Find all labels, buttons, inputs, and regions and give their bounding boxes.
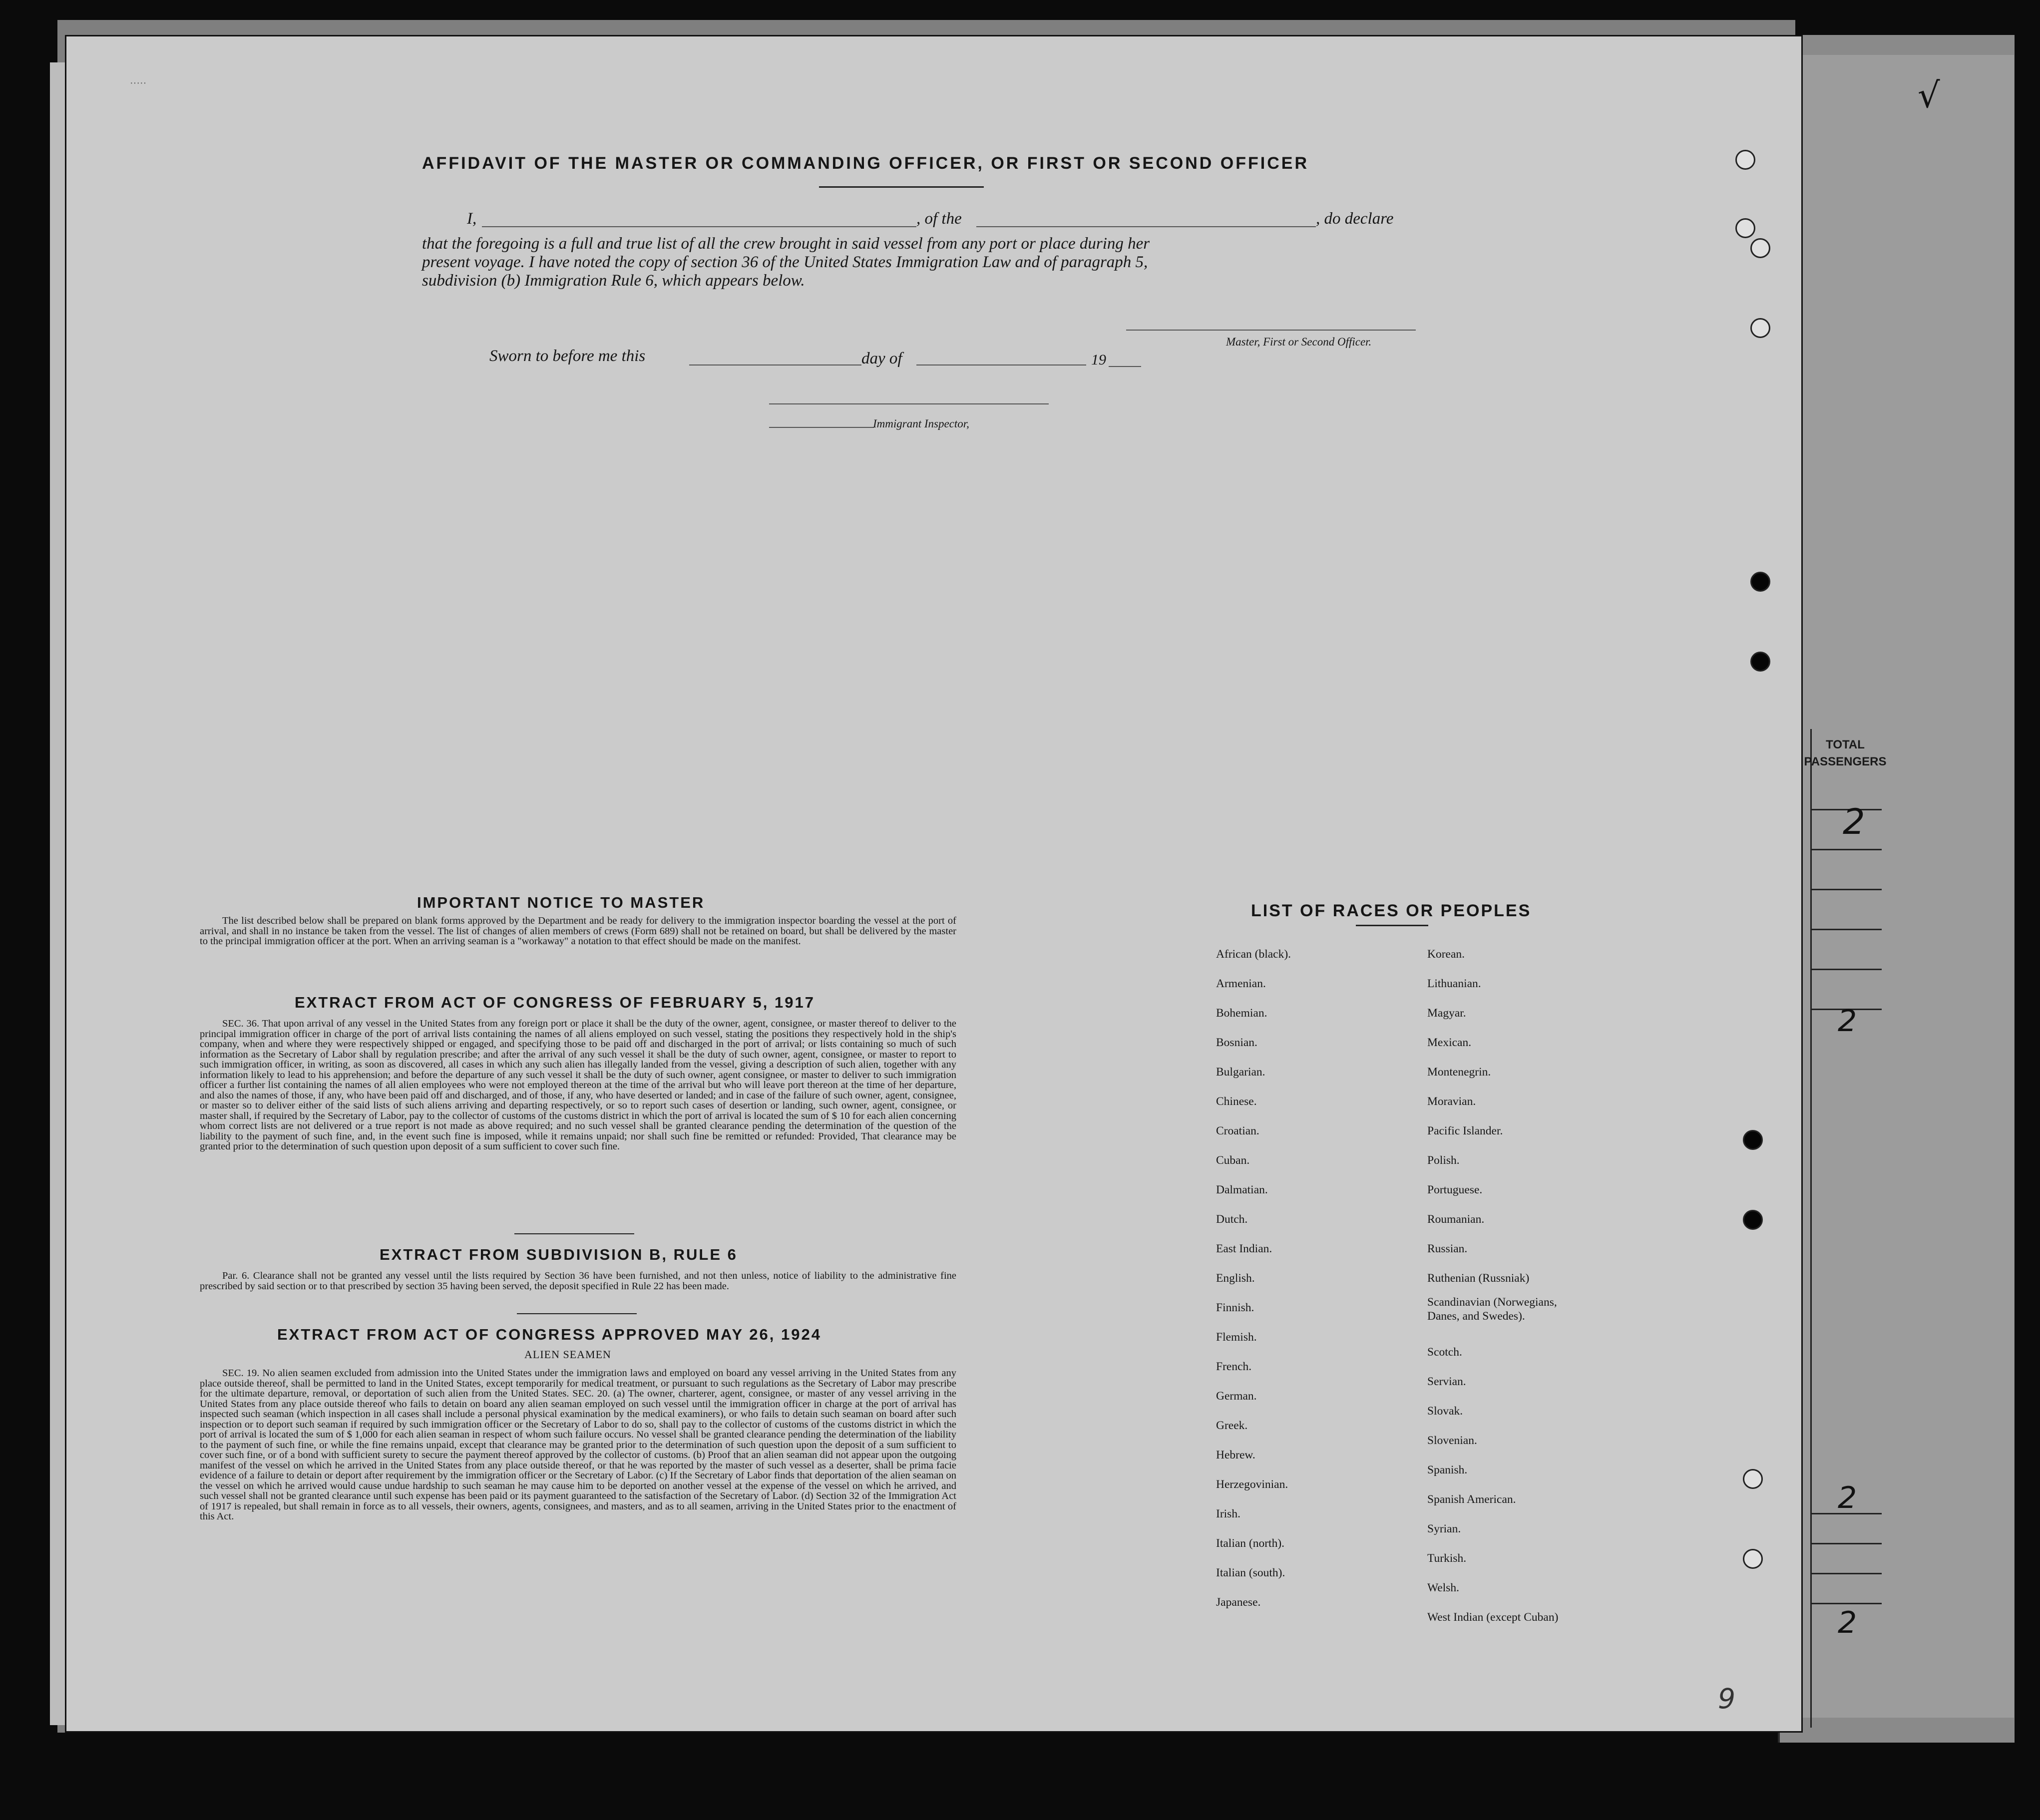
page-number-smudge: ····· [130,77,147,88]
handwritten-mark: 9 [1718,1683,1735,1715]
race-item: Lithuanian. [1427,977,1481,990]
race-item: Chinese. [1216,1095,1257,1108]
race-item: Turkish. [1427,1552,1467,1565]
divider [514,1233,634,1234]
race-item: Moravian. [1427,1095,1476,1108]
binder-hole [1743,1210,1763,1230]
notice-title: IMPORTANT NOTICE TO MASTER [417,894,705,911]
race-item: Italian (south). [1216,1566,1285,1579]
race-item: Herzegovinian. [1216,1478,1288,1491]
race-item: Slovak. [1427,1405,1463,1418]
race-item: Montenegrin. [1427,1066,1491,1079]
binder-hole [1750,238,1770,258]
race-item: French. [1216,1360,1252,1373]
tab-rule [1812,1603,1882,1604]
tab-rule [1812,1543,1882,1544]
race-item: Flemish. [1216,1331,1257,1344]
affidavit-line4: subdivision (b) Immigration Rule 6, which appears below. [422,272,805,290]
race-item: Ruthenian (Russniak) [1427,1272,1530,1285]
inspector-line-2 [769,427,874,428]
extract-rule6-title: EXTRACT FROM SUBDIVISION B, RULE 6 [380,1246,738,1263]
race-item: East Indian. [1216,1242,1272,1255]
extract-1917-title: EXTRACT FROM ACT OF CONGRESS OF FEBRUARY 5, 1917 [295,994,815,1011]
day-blank [689,364,861,365]
extract-1924-subtitle: ALIEN SEAMEN [524,1348,611,1361]
binder-hole [1735,218,1755,238]
races-column-2 [1427,940,1592,1632]
race-item: Armenian. [1216,977,1266,990]
race-item: Spanish. [1427,1463,1468,1476]
race-item: Irish. [1216,1507,1240,1520]
race-item: Mexican. [1427,1036,1472,1049]
race-item: Pacific Islander. [1427,1124,1503,1137]
race-item: Scandinavian (Norwegians, Danes, and Swedes). [1427,1296,1557,1323]
corner-check-mark: √ [1918,75,1940,116]
race-item: Dalmatian. [1216,1183,1268,1196]
races-title: LIST OF RACES OR PEOPLES [1251,901,1532,920]
race-item: English. [1216,1272,1255,1285]
year-prefix: 19 [1091,352,1106,368]
tab-entry: 2 [1843,801,1865,842]
race-item: Greek. [1216,1419,1248,1432]
extract-1924-text: SEC. 19. No alien seamen excluded from admission into the United States under the immigration laws and employed on board any vessel arriving in the United States from any place outside thereof, shall be permitted to land in the United States, except temporarily for medical treatment, or pursuant to such regulations as the Secretary of Labor may prescribe for the ultimate departure, removal, or deportation of such alien from the United States. SEC. 20. (a) The owner, charterer, agent, consignee, or master of any vessel arriving in the United States from any place outside thereof who fails to detain on board any alien seaman employed on such vessel until the immigration officer in charge at the port of arrival has inspected such seaman (which inspection in all cases shall include a personal physical examination by the medical examiners), or who fails to detain such seaman on board after such inspection or to deport such seaman if required by such immigration officer or the Secretary of Labor to do so, shall pay to the collector of customs of the customs district in which the port of arrival is located the sum of $ 1,000 for each alien seaman in respect of whom such failure occurs. No vessel shall be granted clearance pending the determination of the liability to the payment of such fine, or while the fine remains unpaid, except that clearance may be granted prior to the determination of such question upon the deposit of a sum sufficient to cover such fine, or of a bond with sufficient surety to secure the payment thereof approved by the collector of customs. (b) Proof that an alien seaman did not appear upon the outgoing manifest of the vessel on which he arrived in the United States from any place outside thereof, or that he was reported by the master of such vessel as a deserter, shall be prima facie evidence of a failure to detain or deport after requirement by the immigration officer or the Secretary of Labor. (c) If the Secretary of Labor finds that deportation of the alien seaman on the vessel on which he arrived would cause undue hardship to such seaman he may cause him to be deported on another vessel at the expense of the vessel on which he arrived, and such vessel shall not be granted clearance until such expense has been paid or its payment guaranteed to the satisfaction of the Secretary of Labor. (d) Section 32 of the Immigration Act of 1917 is repealed, but shall remain in force as to all vessels, their owners, agents, consignees, and masters, and as to all seamen, arriving in the United States prior to the enactment of this Act. [200,1368,956,1522]
race-item: Portuguese. [1427,1183,1483,1196]
race-item: Servian. [1427,1375,1466,1388]
race-item: Dutch. [1216,1213,1248,1226]
binder-hole [1743,1549,1763,1569]
tab-rule [1812,969,1882,970]
race-item: Welsh. [1427,1581,1460,1594]
race-item: West Indian (except Cuban) [1427,1611,1559,1624]
master-label: Master, First or Second Officer. [1226,336,1372,348]
race-item: Roumanian. [1427,1213,1485,1226]
divider [819,186,984,188]
race-item: Russian. [1427,1242,1468,1255]
binder-hole [1750,572,1770,592]
divider [517,1313,637,1314]
race-item: Korean. [1427,948,1465,961]
month-blank [916,364,1086,365]
binder-hole [1743,1130,1763,1150]
affidavit-title: AFFIDAVIT OF THE MASTER OR COMMANDING OFFICER, OR FIRST OR SECOND OFFICER [422,154,1309,173]
left-page-edge [50,62,65,1725]
name-blank [482,226,916,227]
race-item: Polish. [1427,1154,1460,1167]
race-item: Cuban. [1216,1154,1250,1167]
day-of-text: day of [861,350,902,367]
race-item: Croatian. [1216,1124,1259,1137]
race-item: Hebrew. [1216,1449,1255,1461]
race-item: African (black). [1216,948,1291,961]
inspector-label: Immigrant Inspector, [873,417,969,430]
total-passengers-tab [1810,729,1892,1728]
race-item: Finnish. [1216,1301,1254,1314]
master-signature-line [1126,330,1416,331]
race-item: Scotch. [1427,1346,1462,1359]
notice-text: The list described below shall be prepared on blank forms approved by the Department and be ready for delivery to the immigration inspector boarding the vessel at the port of arrival, and shall in no instance be taken from the vessel. The list of changes of alien members of crews (Form 689) shall not be retained on board, but shall be delivered by the master to the principal immigration officer at the port. When an arriving seaman is a "workaway" a notation to that effect should be made on the manifest. [200,915,956,947]
tab-entry: 2 [1838,1004,1857,1039]
race-item: Bosnian. [1216,1036,1257,1049]
extract-1917-text: SEC. 36. That upon arrival of any vessel in the United States from any foreign port or place it shall be the duty of the owner, agent, consignee, or master thereof to deliver to the principal immigration officer in charge of the port of arrival lists containing the names of all aliens employed on such vessel, stating the positions they respectively hold in the ship's company, when and where they were respectively shipped or engaged, and specifying those to be paid off and discharged in the port of arrival; or lists containing so much of such information as the Secretary of Labor shall by regulation prescribe; and after the arrival of any such vessel it shall be the duty of such owner, agent, consignee, or master to report to such immigration officer, in writing, as soon as discovered, all cases in which any such alien has illegally landed from the vessel, giving a description of such alien, together with any information likely to lead to his apprehension; and before the departure of any such vessel it shall be the duty of such owner, agent consignee, or master to deliver to such immigration officer a further list containing the names of all alien employees who were not employed thereon at the time of the arrival but who will leave port thereon at the time of her departure, and also the names of those, if any, who have been paid off and discharged, and of those, if any, who have deserted or landed; and in case of the failure of such owner, agent, consignee, or master so to deliver either of the said lists of such aliens arriving and departing respectively, or so to report such cases of desertion or landing, such owner, agent, consignee, or master shall, if required by the Secretary of Labor, pay to the collector of customs of the customs district in which the port of arrival is located the sum of $ 10 for each alien concerning whom correct lists are not delivered or a true report is not made as above required; and no such vessel shall be granted clearance pending the determination of the question of the liability to the payment of such fine, and, in the event such fine is imposed, while it remains unpaid; nor shall such fine be remitted or refunded: Provided, That clearance may be granted prior to the determination of such question upon deposit of a sum sufficient to cover such fine. [200,1018,956,1152]
binder-hole [1750,318,1770,338]
binder-hole [1735,150,1755,170]
affidavit-declare: , do declare [1316,210,1394,228]
race-item: Bohemian. [1216,1007,1267,1020]
race-item: Syrian. [1427,1522,1461,1535]
inspector-line-1 [769,403,1049,404]
vessel-blank [976,226,1316,227]
divider [1356,925,1428,926]
sworn-text: Sworn to before me this [489,347,646,365]
race-item: Slovenian. [1427,1434,1477,1447]
race-item: Spanish American. [1427,1493,1516,1506]
binder-hole [1750,652,1770,672]
race-item: Magyar. [1427,1007,1466,1020]
tab-entry: 2 [1838,1480,1857,1515]
race-item: Japanese. [1216,1596,1261,1609]
tab-rule [1812,889,1882,890]
affidavit-of-the: , of the [916,210,962,228]
affidavit-line3: present voyage. I have noted the copy of section 36 of the United States Immigration Law and of paragraph 5, [422,253,1148,271]
tab-rule [1812,849,1882,850]
tab-rule [1812,929,1882,930]
year-blank [1109,366,1141,367]
affidavit-i: I, [467,210,477,228]
races-column-1 [1216,940,1291,1617]
race-item: German. [1216,1390,1257,1403]
race-item: Italian (north). [1216,1537,1285,1550]
race-item: Bulgarian. [1216,1066,1265,1079]
total-passengers-header: TOTAL PASSENGERS [1804,738,1887,768]
extract-rule6-text: Par. 6. Clearance shall not be granted any vessel until the lists required by Section 36 have been furnished, and not then unless, notice of liability to the administrative fine prescribed by said section or to that prescribed by section 35 having been served, the deposit specified in Rule 22 has been made. [200,1270,956,1292]
tab-entry: 2 [1838,1605,1857,1640]
binder-hole [1743,1469,1763,1489]
extract-1924-title: EXTRACT FROM ACT OF CONGRESS APPROVED MAY 26, 1924 [277,1326,821,1343]
tab-rule [1812,1573,1882,1574]
affidavit-line2: that the foregoing is a full and true list of all the crew brought in said vessel from any port or place during her [422,235,1150,253]
